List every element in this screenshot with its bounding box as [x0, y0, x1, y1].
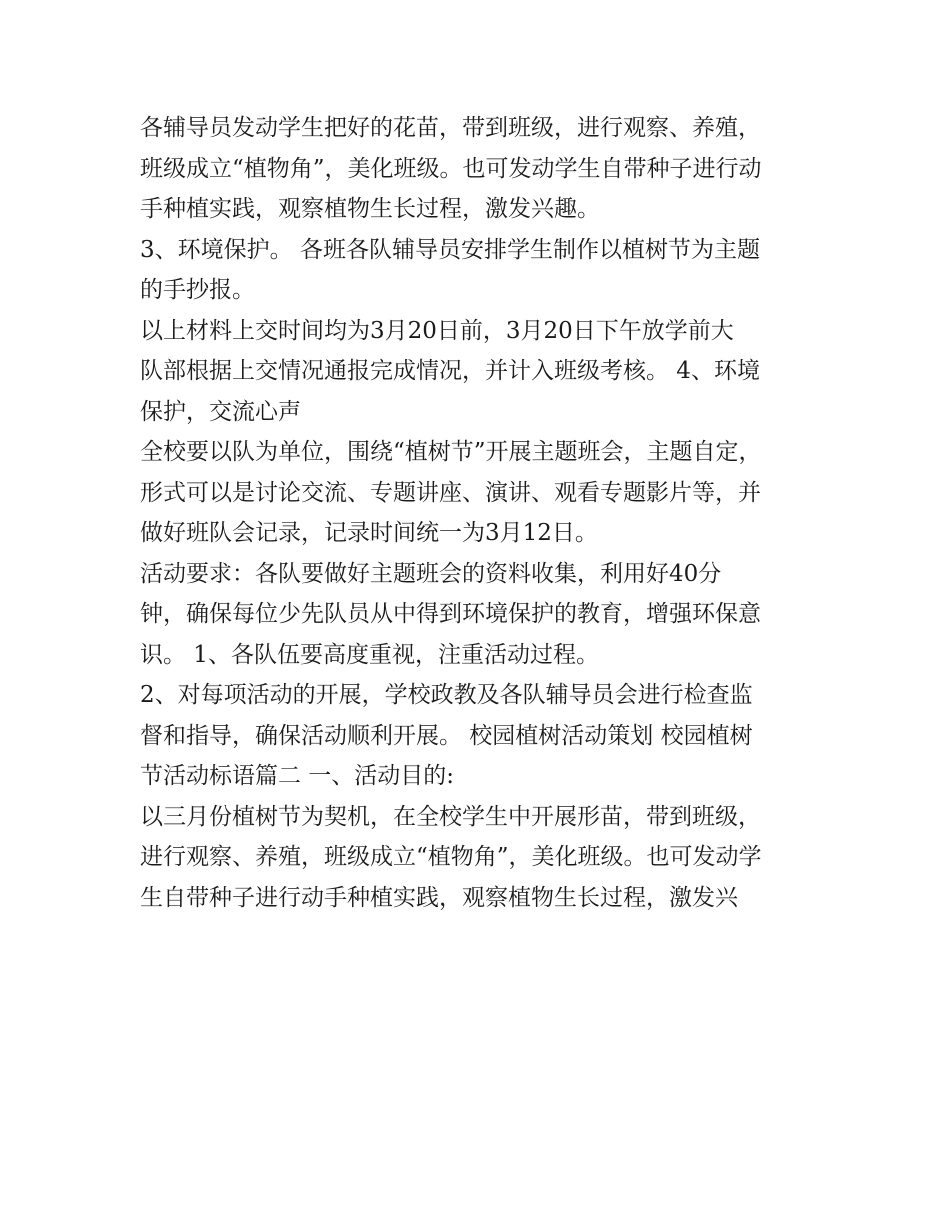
text-line: 以三月份植树节为契机，在全校学生中开展形苗，带到班级，	[140, 803, 761, 830]
text-line: 班级成立“植物角”，美化班级。也可发动学生自带种子进行动	[140, 155, 762, 182]
text-line: 队部根据上交情况通报完成情况，并计入班级考核。 4、环境	[140, 358, 760, 384]
text-line: 形式可以是讨论交流、专题讲座、演讲、观看专题影片等，并	[140, 479, 761, 506]
text-line: 钟，确保每位少先队员从中得到环境保护的教育，增强环保意	[140, 601, 761, 627]
text-line: 活动要求：各队要做好主题班会的资料收集，利用好40分	[140, 560, 722, 587]
text-line: 全校要以队为单位，围绕“植树节”开展主题班会，主题自定，	[140, 439, 762, 465]
document-body	[140, 108, 820, 918]
text-line: 2、对每项活动的开展，学校政教及各队辅导员会进行检查监	[140, 682, 753, 708]
text-line: 节活动标语篇二 一、活动目的:	[140, 763, 455, 789]
text-line: 以上材料上交时间均为3月20日前，3月20日下午放学前大	[140, 317, 734, 344]
text-line: 生自带种子进行动手种植实践，观察植物生长过程，激发兴	[140, 884, 738, 911]
text-line: 做好班队会记录，记录时间统一为3月12日。	[140, 520, 598, 546]
text-line: 保护，交流心声	[140, 398, 301, 425]
text-line: 手种植实践，观察植物生长过程，激发兴趣。	[140, 196, 600, 222]
text-line: 进行观察、养殖，班级成立“植物角”，美化班级。也可发动学	[140, 844, 762, 870]
text-line: 的手抄报。	[140, 277, 255, 303]
text-line: 督和指导，确保活动顺利开展。 校园植树活动策划 校园植树	[140, 722, 753, 749]
text-line: 3、环境保护。 各班各队辅导员安排学生制作以植树节为主题	[140, 236, 760, 263]
text-line: 识。 1、各队伍要高度重视，注重活动过程。	[140, 641, 599, 668]
text-line: 各辅导员发动学生把好的花苗，带到班级，进行观察、养殖，	[140, 115, 761, 141]
